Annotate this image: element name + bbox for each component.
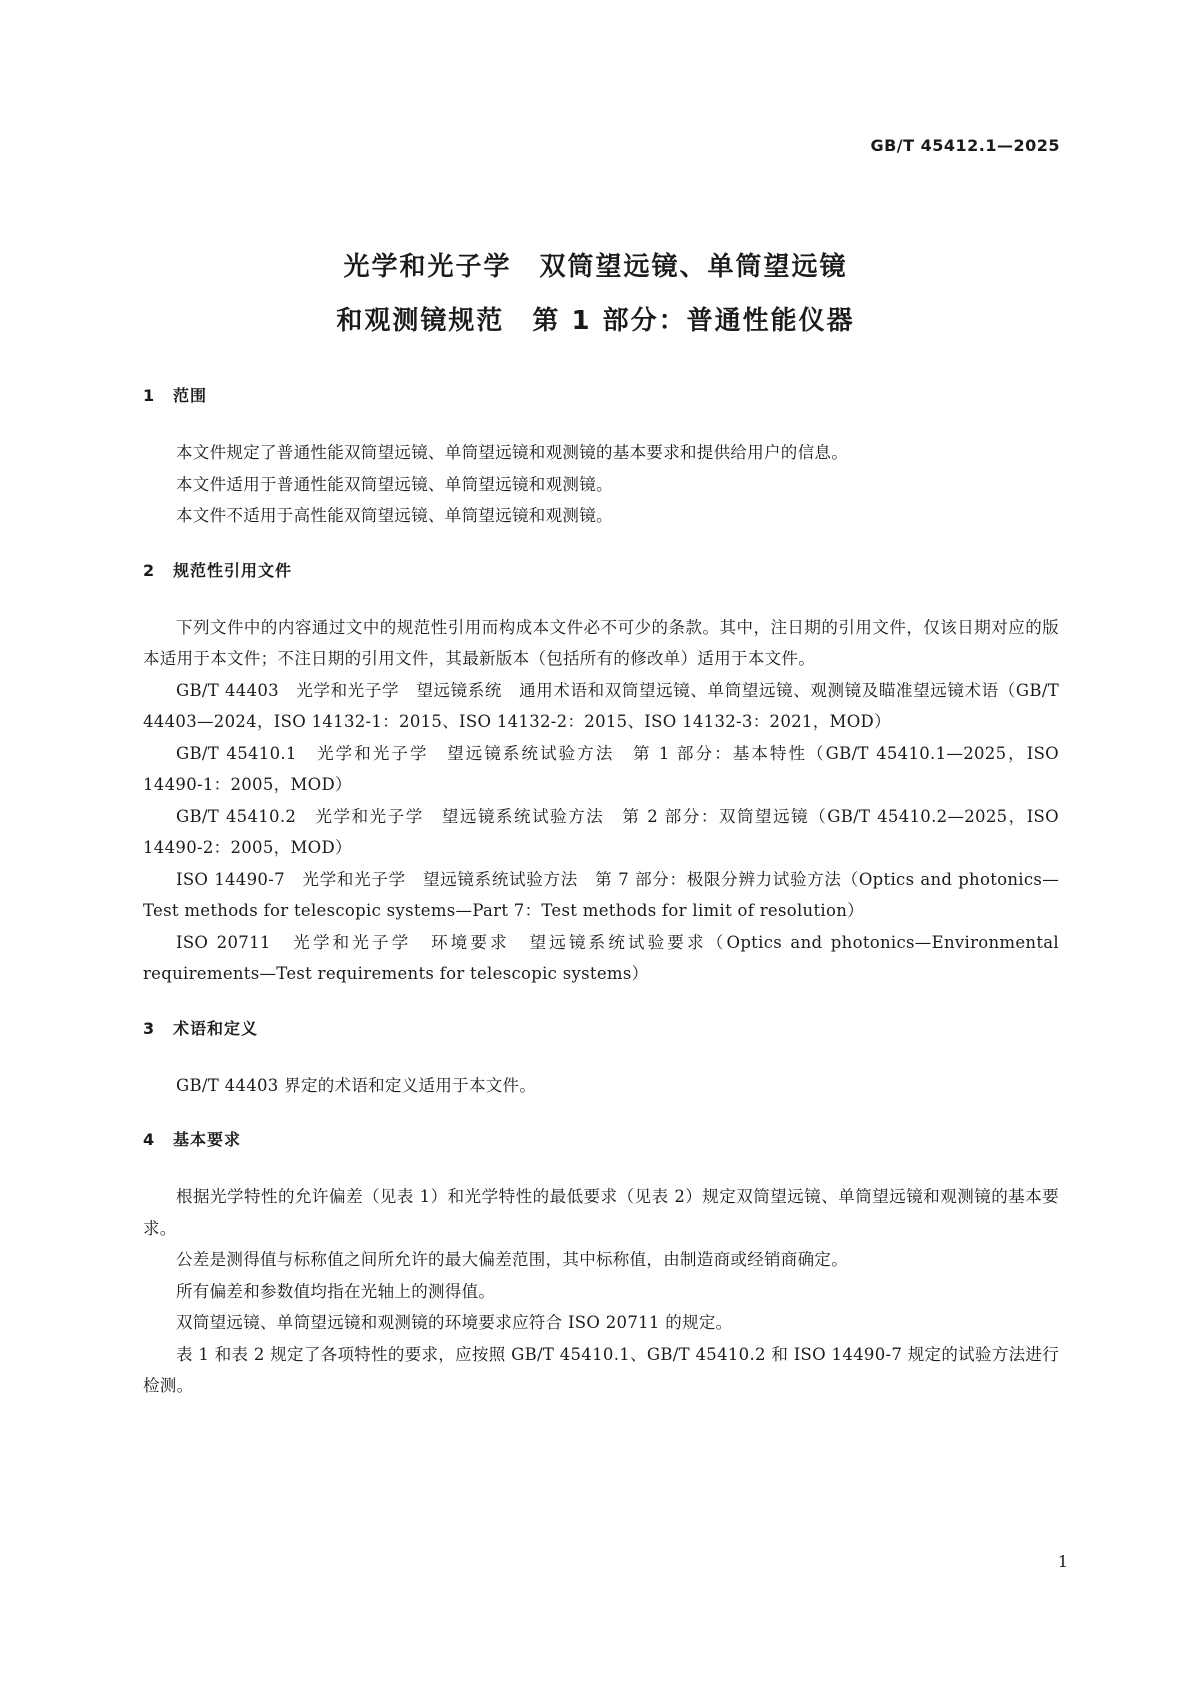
section-title: 基本要求 [173, 1130, 242, 1149]
section-normative-references [143, 558, 1059, 990]
section-title: 规范性引用文件 [173, 560, 293, 580]
paragraph: 本文件不适用于高性能双筒望远镜、单筒望远镜和观测镜。 [176, 506, 613, 525]
section-number: 3 [143, 1018, 156, 1038]
title-line-2: 和观测镜规范 第 1 部分：普通性能仪器 [336, 306, 855, 336]
reference-item: GB/T 45410.1 光学和光子学 望远镜系统试验方法 第 1 部分：基本特性（GB/T 45410.1—2025，ISO 14490-1：2005，MOD） [143, 743, 1059, 794]
document-body [143, 383, 1059, 1402]
section-terms-definitions [143, 1016, 1059, 1102]
reference-item: GB/T 44403 光学和光子学 望远镜系统 通用术语和双筒望远镜、单筒望远镜、观测镜及瞄准望远镜术语（GB/T 44403—2024，ISO 14132-1：2015、ISO 14132-2：2015、ISO 14132-3：2021，MOD） [143, 680, 1059, 731]
reference-item: ISO 20711 光学和光子学 环境要求 望远镜系统试验要求（Optics and photonics—Environmental requirements—Test requirements for telescopic systems） [143, 932, 1059, 983]
standard-code: GB/T 45412.1—2025 [870, 136, 1060, 155]
paragraph: 根据光学特性的允许偏差（见表 1）和光学特性的最低要求（见表 2）规定双筒望远镜、单筒望远镜和观测镜的基本要求。 [143, 1187, 1059, 1238]
paragraph: GB/T 44403 界定的术语和定义适用于本文件。 [176, 1075, 537, 1095]
paragraph: 本文件适用于普通性能双筒望远镜、单筒望远镜和观测镜。 [176, 474, 613, 494]
section-title: 术语和定义 [173, 1018, 259, 1038]
section-number: 2 [143, 560, 156, 580]
paragraph: 双筒望远镜、单筒望远镜和观测镜的环境要求应符合 ISO 20711 的规定。 [176, 1313, 733, 1332]
reference-item: GB/T 45410.2 光学和光子学 望远镜系统试验方法 第 2 部分：双筒望远镜（GB/T 45410.2—2025，ISO 14490-2：2005，MOD） [143, 806, 1059, 857]
section-heading [143, 1016, 1059, 1042]
section-heading [143, 558, 1059, 584]
paragraph: 所有偏差和参数值均指在光轴上的测得值。 [176, 1281, 496, 1301]
document-title [0, 240, 1191, 348]
section-heading [143, 1127, 1059, 1153]
section-number: 1 [143, 386, 156, 405]
paragraph: 下列文件中的内容通过文中的规范性引用而构成本文件必不可少的条款。其中，注日期的引用文件，仅该日期对应的版本适用于本文件；不注日期的引用文件，其最新版本（包括所有的修改单）适用于本文件。 [143, 617, 1059, 668]
section-number: 4 [143, 1130, 156, 1149]
section-heading [143, 383, 1059, 409]
section-scope [143, 383, 1059, 532]
paragraph: 表 1 和表 2 规定了各项特性的要求，应按照 GB/T 45410.1、GB/T 45410.2 和 ISO 14490-7 规定的试验方法进行检测。 [143, 1344, 1059, 1395]
page-number: 1 [1057, 1552, 1068, 1571]
reference-item: ISO 14490-7 光学和光子学 望远镜系统试验方法 第 7 部分：极限分辨力试验方法（Optics and photonics—Test methods for telescopic systems—Part 7：Test methods for limit of resolution） [143, 869, 1059, 920]
section-title: 范围 [173, 386, 208, 405]
paragraph: 本文件规定了普通性能双筒望远镜、单筒望远镜和观测镜的基本要求和提供给用户的信息。 [176, 443, 848, 462]
paragraph: 公差是测得值与标称值之间所允许的最大偏差范围，其中标称值，由制造商或经销商确定。 [176, 1250, 848, 1269]
title-line-1: 光学和光子学 双筒望远镜、单筒望远镜 [343, 252, 848, 282]
section-basic-requirements [143, 1127, 1059, 1402]
